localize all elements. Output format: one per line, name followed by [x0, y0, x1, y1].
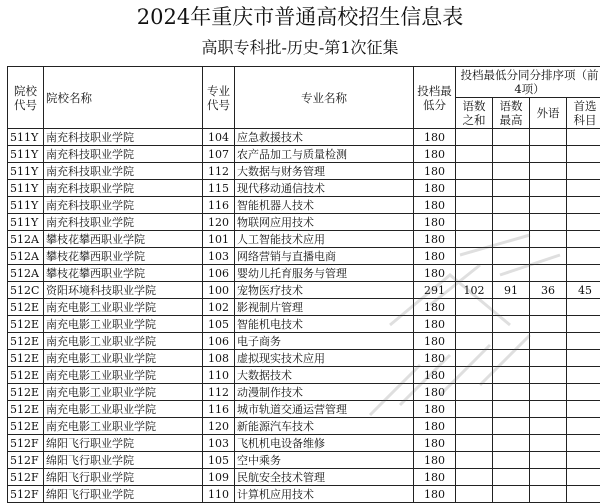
cell-school-code: 512E	[8, 367, 44, 384]
cell-foreign-lang	[530, 418, 567, 435]
cell-min-score: 180	[414, 265, 456, 282]
cell-major-name: 婴幼儿托育服务与管理	[235, 265, 414, 282]
cell-chinese-math	[456, 299, 493, 316]
cell-first-subject	[567, 265, 600, 282]
cell-first-subject	[567, 197, 600, 214]
cell-school-name: 绵阳飞行职业学院	[44, 469, 203, 486]
cell-major-code: 107	[203, 146, 235, 163]
cell-chinese-math	[456, 214, 493, 231]
cell-major-code: 110	[203, 367, 235, 384]
cell-school-name: 南充科技职业学院	[44, 214, 203, 231]
cell-min-score: 180	[414, 180, 456, 197]
cell-chinese-math-max	[493, 299, 530, 316]
cell-school-name: 南充电影工业职业学院	[44, 299, 203, 316]
cell-major-code: 103	[203, 435, 235, 452]
cell-school-name: 南充电影工业职业学院	[44, 418, 203, 435]
cell-major-name: 空中乘务	[235, 452, 414, 469]
table-row	[8, 282, 600, 299]
cell-school-name: 资阳环境科技职业学院	[44, 282, 203, 299]
cell-major-name: 动漫制作技术	[235, 384, 414, 401]
cell-school-code: 511Y	[8, 129, 44, 146]
cell-major-code: 109	[203, 469, 235, 486]
cell-min-score: 180	[414, 248, 456, 265]
cell-min-score: 180	[414, 299, 456, 316]
cell-chinese-math	[456, 418, 493, 435]
cell-major-name: 虚拟现实技术应用	[235, 350, 414, 367]
cell-foreign-lang	[530, 146, 567, 163]
cell-first-subject	[567, 299, 600, 316]
cell-school-code: 512F	[8, 486, 44, 503]
cell-major-code: 105	[203, 452, 235, 469]
cell-min-score: 180	[414, 435, 456, 452]
header-foreign-lang: 外语	[530, 98, 567, 129]
cell-foreign-lang	[530, 333, 567, 350]
cell-major-code: 120	[203, 214, 235, 231]
cell-foreign-lang	[530, 350, 567, 367]
table-row	[8, 265, 600, 282]
cell-chinese-math	[456, 316, 493, 333]
cell-school-name: 绵阳飞行职业学院	[44, 452, 203, 469]
cell-school-name: 绵阳飞行职业学院	[44, 486, 203, 503]
cell-school-code: 511Y	[8, 197, 44, 214]
cell-foreign-lang	[530, 248, 567, 265]
cell-school-name: 绵阳飞行职业学院	[44, 435, 203, 452]
cell-chinese-math-max	[493, 367, 530, 384]
cell-foreign-lang	[530, 401, 567, 418]
table-row	[8, 231, 600, 248]
cell-foreign-lang	[530, 231, 567, 248]
cell-first-subject	[567, 469, 600, 486]
cell-major-name: 宠物医疗技术	[235, 282, 414, 299]
cell-chinese-math	[456, 146, 493, 163]
cell-major-code: 102	[203, 299, 235, 316]
cell-major-code: 112	[203, 384, 235, 401]
cell-chinese-math-max	[493, 469, 530, 486]
cell-first-subject	[567, 214, 600, 231]
cell-first-subject	[567, 384, 600, 401]
cell-major-code: 104	[203, 129, 235, 146]
table-row	[8, 180, 600, 197]
cell-school-name: 攀枝花攀西职业学院	[44, 248, 203, 265]
header-school-name: 院校名称	[44, 67, 203, 129]
cell-min-score: 180	[414, 401, 456, 418]
cell-first-subject	[567, 248, 600, 265]
cell-min-score: 180	[414, 316, 456, 333]
cell-chinese-math-max	[493, 401, 530, 418]
cell-chinese-math	[456, 367, 493, 384]
table-row	[8, 469, 600, 486]
cell-foreign-lang	[530, 180, 567, 197]
header-chinese-math: 语数之和	[456, 98, 493, 129]
cell-first-subject	[567, 350, 600, 367]
cell-min-score: 180	[414, 129, 456, 146]
cell-major-code: 108	[203, 350, 235, 367]
cell-chinese-math-max	[493, 350, 530, 367]
table-row	[8, 452, 600, 469]
cell-major-code: 103	[203, 248, 235, 265]
cell-first-subject	[567, 129, 600, 146]
cell-chinese-math	[456, 129, 493, 146]
cell-chinese-math	[456, 248, 493, 265]
page-subtitle: 高职专科批-历史-第1次征集	[0, 37, 600, 59]
cell-major-name: 城市轨道交通运营管理	[235, 401, 414, 418]
cell-major-code: 115	[203, 180, 235, 197]
cell-first-subject	[567, 146, 600, 163]
cell-first-subject	[567, 231, 600, 248]
cell-school-name: 南充电影工业职业学院	[44, 333, 203, 350]
cell-foreign-lang	[530, 435, 567, 452]
cell-school-name: 南充科技职业学院	[44, 163, 203, 180]
cell-first-subject	[567, 435, 600, 452]
cell-chinese-math: 102	[456, 282, 493, 299]
cell-min-score: 180	[414, 231, 456, 248]
table-row	[8, 350, 600, 367]
cell-chinese-math-max	[493, 163, 530, 180]
table-row	[8, 316, 600, 333]
cell-min-score: 180	[414, 367, 456, 384]
cell-foreign-lang	[530, 486, 567, 503]
table-row	[8, 248, 600, 265]
cell-min-score: 180	[414, 418, 456, 435]
cell-first-subject	[567, 486, 600, 503]
cell-school-code: 512C	[8, 282, 44, 299]
cell-chinese-math	[456, 469, 493, 486]
page-title: 2024年重庆市普通高校招生信息表	[0, 3, 600, 31]
cell-first-subject	[567, 367, 600, 384]
cell-first-subject	[567, 333, 600, 350]
cell-major-name: 智能机器人技术	[235, 197, 414, 214]
cell-school-name: 南充电影工业职业学院	[44, 401, 203, 418]
cell-min-score: 180	[414, 333, 456, 350]
cell-major-name: 应急救援技术	[235, 129, 414, 146]
table-row	[8, 384, 600, 401]
header-major-name: 专业名称	[235, 67, 414, 129]
cell-major-name: 网络营销与直播电商	[235, 248, 414, 265]
cell-school-code: 511Y	[8, 146, 44, 163]
cell-chinese-math	[456, 197, 493, 214]
header-min-score: 投档最低分	[414, 67, 456, 129]
cell-school-code: 512F	[8, 469, 44, 486]
cell-first-subject	[567, 163, 600, 180]
cell-major-name: 计算机应用技术	[235, 486, 414, 503]
cell-min-score: 180	[414, 214, 456, 231]
table-row	[8, 486, 600, 503]
cell-chinese-math	[456, 384, 493, 401]
cell-foreign-lang	[530, 163, 567, 180]
cell-min-score: 180	[414, 452, 456, 469]
cell-chinese-math-max	[493, 384, 530, 401]
cell-major-name: 飞机机电设备维修	[235, 435, 414, 452]
table-row	[8, 214, 600, 231]
cell-major-code: 100	[203, 282, 235, 299]
cell-school-name: 攀枝花攀西职业学院	[44, 265, 203, 282]
table-row	[8, 367, 600, 384]
cell-min-score: 180	[414, 469, 456, 486]
table-row	[8, 146, 600, 163]
cell-school-name: 南充电影工业职业学院	[44, 316, 203, 333]
cell-chinese-math	[456, 265, 493, 282]
cell-school-code: 511Y	[8, 163, 44, 180]
cell-school-name: 南充科技职业学院	[44, 129, 203, 146]
cell-school-code: 512E	[8, 316, 44, 333]
cell-school-code: 512A	[8, 248, 44, 265]
cell-major-name: 现代移动通信技术	[235, 180, 414, 197]
cell-foreign-lang: 36	[530, 282, 567, 299]
cell-school-code: 512E	[8, 418, 44, 435]
header-tiebreak: 投档最低分同分排序项（前4项）	[456, 67, 600, 98]
table-row	[8, 418, 600, 435]
cell-first-subject: 45	[567, 282, 600, 299]
cell-min-score: 180	[414, 384, 456, 401]
cell-school-code: 512E	[8, 401, 44, 418]
table-row	[8, 163, 600, 180]
cell-major-name: 大数据与财务管理	[235, 163, 414, 180]
cell-chinese-math-max	[493, 418, 530, 435]
cell-major-code: 105	[203, 316, 235, 333]
cell-chinese-math-max	[493, 486, 530, 503]
cell-school-code: 512F	[8, 435, 44, 452]
cell-chinese-math-max	[493, 435, 530, 452]
cell-chinese-math	[456, 401, 493, 418]
cell-major-code: 101	[203, 231, 235, 248]
cell-chinese-math-max	[493, 333, 530, 350]
table-row	[8, 299, 600, 316]
cell-chinese-math	[456, 435, 493, 452]
cell-school-code: 512A	[8, 231, 44, 248]
cell-foreign-lang	[530, 452, 567, 469]
cell-min-score: 180	[414, 163, 456, 180]
cell-min-score: 180	[414, 197, 456, 214]
cell-foreign-lang	[530, 265, 567, 282]
cell-major-name: 大数据技术	[235, 367, 414, 384]
cell-major-name: 影视制片管理	[235, 299, 414, 316]
cell-chinese-math	[456, 350, 493, 367]
cell-foreign-lang	[530, 214, 567, 231]
cell-min-score: 180	[414, 350, 456, 367]
cell-school-code: 512A	[8, 265, 44, 282]
cell-foreign-lang	[530, 469, 567, 486]
cell-school-name: 攀枝花攀西职业学院	[44, 231, 203, 248]
cell-chinese-math	[456, 486, 493, 503]
cell-min-score: 291	[414, 282, 456, 299]
cell-min-score: 180	[414, 486, 456, 503]
cell-first-subject	[567, 180, 600, 197]
cell-school-code: 512E	[8, 333, 44, 350]
cell-chinese-math-max	[493, 214, 530, 231]
cell-school-code: 512E	[8, 384, 44, 401]
cell-school-name: 南充科技职业学院	[44, 146, 203, 163]
cell-school-code: 511Y	[8, 180, 44, 197]
cell-chinese-math	[456, 452, 493, 469]
cell-major-code: 106	[203, 333, 235, 350]
cell-foreign-lang	[530, 299, 567, 316]
cell-chinese-math	[456, 163, 493, 180]
header-school-code: 院校代号	[8, 67, 44, 129]
cell-school-code: 512E	[8, 350, 44, 367]
cell-chinese-math-max	[493, 197, 530, 214]
cell-major-name: 智能机电技术	[235, 316, 414, 333]
cell-major-code: 116	[203, 197, 235, 214]
cell-school-code: 512E	[8, 299, 44, 316]
cell-school-name: 南充电影工业职业学院	[44, 367, 203, 384]
cell-major-code: 112	[203, 163, 235, 180]
cell-school-name: 南充科技职业学院	[44, 197, 203, 214]
table-row	[8, 401, 600, 418]
header-major-code: 专业代号	[203, 67, 235, 129]
table-row	[8, 333, 600, 350]
cell-first-subject	[567, 316, 600, 333]
cell-school-code: 512F	[8, 452, 44, 469]
cell-major-name: 电子商务	[235, 333, 414, 350]
cell-first-subject	[567, 452, 600, 469]
cell-school-name: 南充电影工业职业学院	[44, 384, 203, 401]
cell-first-subject	[567, 418, 600, 435]
cell-chinese-math	[456, 231, 493, 248]
cell-foreign-lang	[530, 384, 567, 401]
cell-major-code: 120	[203, 418, 235, 435]
cell-first-subject	[567, 401, 600, 418]
cell-school-name: 南充科技职业学院	[44, 180, 203, 197]
cell-chinese-math	[456, 180, 493, 197]
admission-table	[7, 66, 600, 503]
header-first-subject: 首选科目	[567, 98, 600, 129]
table-row	[8, 129, 600, 146]
cell-chinese-math-max	[493, 129, 530, 146]
table-row	[8, 197, 600, 214]
cell-major-name: 新能源汽车技术	[235, 418, 414, 435]
cell-major-name: 物联网应用技术	[235, 214, 414, 231]
cell-chinese-math-max: 91	[493, 282, 530, 299]
cell-min-score: 180	[414, 146, 456, 163]
cell-chinese-math-max	[493, 316, 530, 333]
cell-major-name: 人工智能技术应用	[235, 231, 414, 248]
header-chinese-math-max: 语数最高	[493, 98, 530, 129]
cell-school-name: 南充电影工业职业学院	[44, 350, 203, 367]
cell-chinese-math-max	[493, 180, 530, 197]
cell-major-code: 116	[203, 401, 235, 418]
cell-major-name: 农产品加工与质量检测	[235, 146, 414, 163]
cell-chinese-math-max	[493, 248, 530, 265]
cell-foreign-lang	[530, 197, 567, 214]
cell-chinese-math-max	[493, 231, 530, 248]
cell-major-code: 106	[203, 265, 235, 282]
table-row	[8, 435, 600, 452]
cell-major-code: 110	[203, 486, 235, 503]
cell-foreign-lang	[530, 129, 567, 146]
cell-chinese-math-max	[493, 452, 530, 469]
cell-foreign-lang	[530, 316, 567, 333]
cell-foreign-lang	[530, 367, 567, 384]
cell-chinese-math-max	[493, 146, 530, 163]
cell-chinese-math-max	[493, 265, 530, 282]
cell-school-code: 511Y	[8, 214, 44, 231]
cell-chinese-math	[456, 333, 493, 350]
cell-major-name: 民航安全技术管理	[235, 469, 414, 486]
